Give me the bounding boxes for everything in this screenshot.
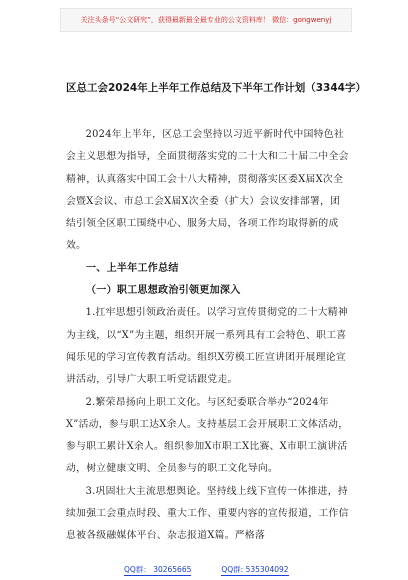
paragraph-3: 3.巩固壮大主流思想舆论。坚持线上线下宣传一体推进，持续加强工会重点时段、重大工作、重要内容的宣传报道，工作信息被各级融媒体平台、杂志报道X篇。严格落	[66, 485, 349, 542]
qq-group-2-link[interactable]: QQ群: 535304092	[221, 564, 289, 574]
section-heading: 一、上半年工作总结	[86, 262, 179, 274]
qq-group-1-link[interactable]: QQ群： 30265665	[124, 564, 192, 574]
intro-paragraph: 2024年上半年，区总工会坚持以习近平新时代中国特色社会主义思想为指导，全面贯彻落实党的二十大和二十届二中全会精神，认真落实中国工会十八大精神，贯彻落实区委X届X次全会暨X会议、市总工会X届X次全委（扩大）会议安排部署，团结引领全区职工围绕中心、服务大局，各项工作均取得新的成效。	[66, 129, 349, 252]
paragraph-1: 1.扛牢思想引领政治责任。以学习宣传贯彻党的二十大精神为主线，以“X”为主题，组织开展一系列具有工会特色、职工喜闻乐见的学习宣传教育活动。组织X劳模工匠宣讲团开展理论宣讲活动，引导广大职工听党话跟党走。	[66, 307, 348, 386]
document-body	[66, 124, 349, 548]
header-banner: 关注头条号“公文研究”，获得最新最全最专业的公文资料库！ 微信：gongwenyj	[60, 8, 352, 32]
subsection-heading: （一）职工思想政治引领更加深入	[86, 285, 241, 297]
paragraph-2: 2.繁荣昂扬向上职工文化。与区纪委联合举办“2024年X”活动，参与职工达X余人。支持基层工会开展职工文体活动，参与职工累计X余人。组织参加X市职工X比赛、X市职工演讲活动，树立健康文明、全员参与的职工文化导向。	[66, 396, 349, 475]
document-title: 区总工会2024年上半年工作总结及下半年工作计划（3344字）	[66, 82, 366, 94]
footer-contact	[124, 563, 344, 577]
